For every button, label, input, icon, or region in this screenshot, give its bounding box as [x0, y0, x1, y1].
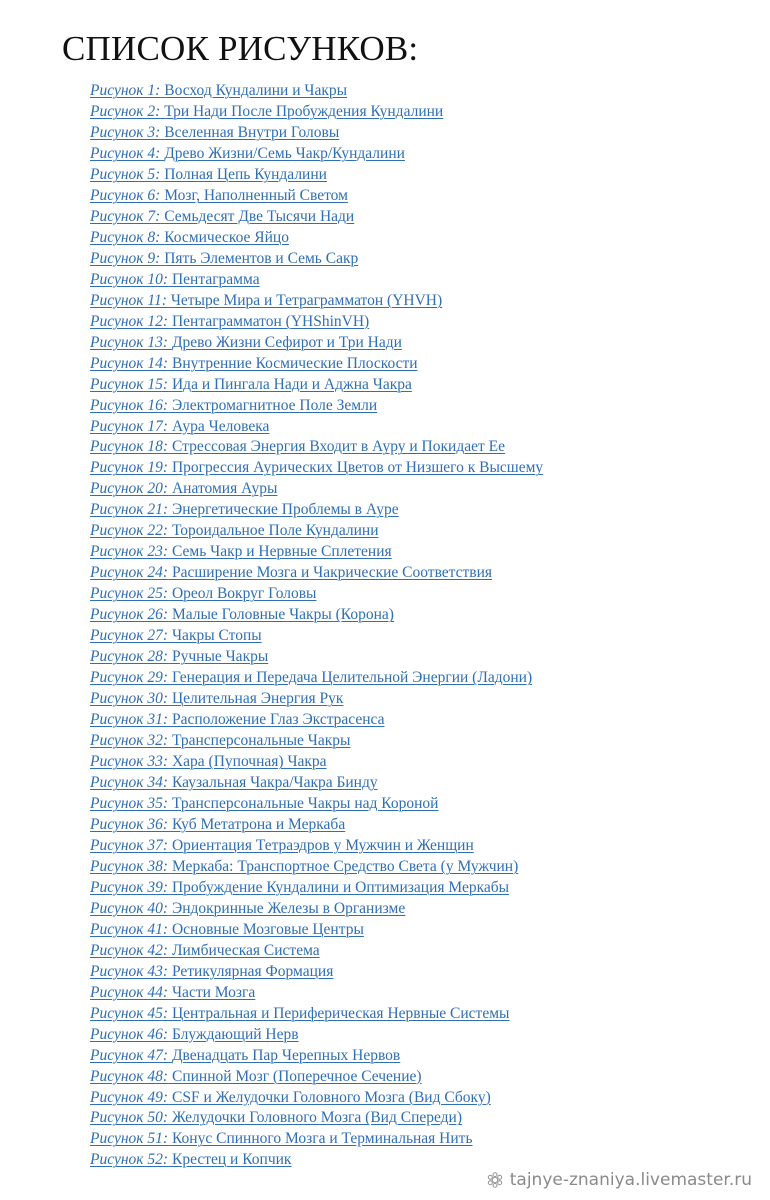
- page-title: СПИСОК РИСУНКОВ:: [62, 29, 419, 68]
- figure-number: Рисунок 5:: [90, 165, 161, 183]
- figure-title: Восход Кундалини и Чакры: [164, 82, 348, 99]
- figure-number: Рисунок 31:: [90, 711, 169, 729]
- figure-number: Рисунок 7:: [90, 207, 161, 225]
- figure-number: Рисунок 18:: [90, 438, 169, 456]
- figure-title: Расположение Глаз Экстрасенса: [171, 711, 385, 729]
- figure-link[interactable]: [90, 311, 543, 332]
- figure-number: Рисунок 39:: [90, 878, 169, 896]
- figure-title: Три Нади После Пробуждения Кундалини: [164, 102, 444, 120]
- figure-title: Полная Цепь Кундалини: [164, 165, 327, 183]
- figure-title: Хара (Пупочная) Чакра: [171, 753, 327, 770]
- figure-link[interactable]: [90, 814, 543, 835]
- figure-link[interactable]: [90, 520, 543, 541]
- figure-link[interactable]: [90, 835, 543, 856]
- figure-title: Электромагнитное Поле Земли: [171, 396, 378, 414]
- figure-title: Малые Головные Чакры (Корона): [171, 606, 394, 624]
- figure-number: Рисунок 9:: [90, 249, 161, 267]
- figure-link[interactable]: [90, 206, 543, 227]
- figure-link[interactable]: [90, 1128, 543, 1149]
- figure-number: Рисунок 49:: [90, 1088, 169, 1106]
- figure-number: Рисунок 25:: [90, 585, 169, 603]
- figure-number: Рисунок 50:: [90, 1109, 169, 1127]
- figure-number: Рисунок 40:: [90, 899, 169, 917]
- figure-title: Энергетические Проблемы в Ауре: [171, 501, 399, 519]
- watermark-text: tajnye-znaniya.livemaster.ru: [509, 1170, 752, 1190]
- figure-title: Меркаба: Транспортное Средство Света (у Мужчин): [171, 857, 519, 875]
- figure-number: Рисунок 23:: [90, 543, 169, 561]
- figure-link[interactable]: [90, 919, 543, 940]
- figure-title: Древо Жизни/Семь Чакр/Кундалини: [164, 144, 405, 162]
- figure-title: Семь Чакр и Нервные Сплетения: [171, 543, 392, 561]
- figure-link[interactable]: [90, 1003, 543, 1024]
- figure-number: Рисунок 27:: [90, 627, 169, 645]
- figure-link[interactable]: [90, 583, 543, 604]
- figure-title: Пробуждение Кундалини и Оптимизация Меркабы: [171, 878, 510, 896]
- figure-link[interactable]: [90, 625, 543, 646]
- figure-title: Пентаграмматон (YHShinVH): [171, 312, 370, 330]
- figure-link[interactable]: [90, 185, 543, 206]
- figure-link[interactable]: [90, 143, 543, 164]
- figure-number: Рисунок 52:: [90, 1151, 169, 1169]
- figure-number: Рисунок 11:: [90, 291, 167, 309]
- figure-title: Пять Элементов и Семь Сакр: [164, 249, 359, 267]
- figure-link[interactable]: [90, 793, 543, 814]
- figure-title: Трансперсональные Чакры: [171, 732, 351, 750]
- figure-number: Рисунок 28:: [90, 648, 169, 666]
- figure-number: Рисунок 33:: [90, 753, 169, 770]
- figure-link[interactable]: [90, 290, 543, 311]
- figure-title: Ида и Пингала Нади и Аджна Чакра: [171, 375, 412, 393]
- figure-link[interactable]: [90, 248, 543, 269]
- figure-title: Космическое Яйцо: [164, 228, 289, 246]
- livemaster-logo-icon: [486, 1171, 504, 1189]
- figure-title: Пентаграмма: [171, 270, 260, 288]
- figure-number: Рисунок 20:: [90, 480, 169, 498]
- figure-link[interactable]: [90, 395, 543, 416]
- figure-link[interactable]: [90, 709, 543, 730]
- figure-link[interactable]: [90, 353, 543, 374]
- figure-number: Рисунок 37:: [90, 836, 169, 854]
- figure-title: Древо Жизни Сефирот и Три Нади: [171, 333, 402, 351]
- figure-number: Рисунок 43:: [90, 962, 169, 980]
- figure-link[interactable]: [90, 982, 543, 1003]
- figure-number: Рисунок 44:: [90, 983, 169, 1001]
- figure-number: Рисунок 51:: [90, 1130, 169, 1148]
- figure-title: Мозг, Наполненный Светом: [164, 186, 348, 204]
- figure-link[interactable]: [90, 688, 543, 709]
- figure-number: Рисунок 15:: [90, 375, 169, 393]
- figure-title: Анатомия Ауры: [171, 480, 278, 498]
- figure-link[interactable]: [90, 436, 543, 457]
- figure-title: Желудочки Головного Мозга (Вид Спереди): [171, 1109, 463, 1127]
- figure-number: Рисунок 48:: [90, 1067, 169, 1085]
- figure-link[interactable]: [90, 562, 543, 583]
- figure-title: Центральная и Периферическая Нервные Системы: [171, 1004, 510, 1022]
- figure-number: Рисунок 13:: [90, 333, 169, 351]
- figure-number: Рисунок 32:: [90, 732, 169, 750]
- figure-link[interactable]: [90, 1045, 543, 1066]
- figure-link[interactable]: [90, 646, 543, 667]
- figure-link[interactable]: [90, 80, 543, 101]
- figure-title: Спинной Мозг (Поперечное Сечение): [171, 1067, 422, 1085]
- figure-title: Ориентация Тетраэдров у Мужчин и Женщин: [171, 836, 474, 854]
- figure-title: Эндокринные Железы в Организме: [171, 899, 406, 917]
- figure-title: Ретикулярная Формация: [171, 962, 334, 980]
- figure-title: Стрессовая Энергия Входит в Ауру и Покидает Ее: [171, 438, 505, 456]
- figure-number: Рисунок 2:: [90, 102, 161, 120]
- figure-link[interactable]: [90, 772, 543, 793]
- figure-number: Рисунок 29:: [90, 669, 169, 687]
- figure-link[interactable]: [90, 541, 543, 562]
- figure-link[interactable]: [90, 1066, 543, 1087]
- figure-number: Рисунок 1:: [90, 82, 161, 99]
- figure-link[interactable]: [90, 332, 543, 353]
- figure-number: Рисунок 38:: [90, 857, 169, 875]
- figure-number: Рисунок 8:: [90, 228, 161, 246]
- figure-link[interactable]: [90, 1087, 543, 1108]
- figure-number: Рисунок 3:: [90, 123, 161, 141]
- figure-title: Тороидальное Поле Кундалини: [171, 522, 379, 540]
- figure-title: Прогрессия Аурических Цветов от Низшего к Высшему: [171, 459, 544, 477]
- figure-link[interactable]: [90, 122, 543, 143]
- figure-number: Рисунок 22:: [90, 522, 169, 540]
- figure-number: Рисунок 6:: [90, 186, 161, 204]
- figure-link[interactable]: [90, 416, 543, 437]
- figure-title: Чакры Стопы: [171, 627, 262, 645]
- figure-list: [90, 80, 543, 1170]
- figure-link[interactable]: [90, 269, 543, 290]
- figure-number: Рисунок 47:: [90, 1046, 169, 1064]
- figure-link[interactable]: [90, 961, 543, 982]
- figure-title: Аура Человека: [171, 417, 270, 435]
- figure-title: Части Мозга: [171, 983, 256, 1001]
- figure-link[interactable]: [90, 457, 543, 478]
- watermark: [486, 1170, 752, 1190]
- figure-title: Конус Спинного Мозга и Терминальная Нить: [171, 1130, 473, 1148]
- figure-link[interactable]: [90, 1149, 543, 1170]
- figure-number: Рисунок 21:: [90, 501, 169, 519]
- figure-title: Двенадцать Пар Черепных Нервов: [171, 1046, 401, 1064]
- figure-title: Вселенная Внутри Головы: [164, 123, 340, 141]
- figure-number: Рисунок 45:: [90, 1004, 169, 1022]
- figure-number: Рисунок 46:: [90, 1025, 169, 1043]
- figure-link[interactable]: [90, 898, 543, 919]
- figure-title: Четыре Мира и Тетраграмматон (YHVH): [170, 291, 443, 309]
- figure-title: Лимбическая Система: [171, 941, 320, 959]
- figure-title: Крестец и Копчик: [171, 1151, 292, 1169]
- figure-number: Рисунок 42:: [90, 941, 169, 959]
- figure-link[interactable]: [90, 227, 543, 248]
- figure-number: Рисунок 17:: [90, 417, 169, 435]
- figure-link[interactable]: [90, 940, 543, 961]
- figure-link[interactable]: [90, 478, 543, 499]
- figure-link[interactable]: [90, 730, 543, 751]
- figure-number: Рисунок 41:: [90, 920, 169, 938]
- figure-link[interactable]: [90, 101, 543, 122]
- figure-number: Рисунок 16:: [90, 396, 169, 414]
- figure-number: Рисунок 4:: [90, 144, 161, 162]
- figure-number: Рисунок 26:: [90, 606, 169, 624]
- figure-number: Рисунок 12:: [90, 312, 169, 330]
- figure-link[interactable]: [90, 374, 543, 395]
- figure-link[interactable]: [90, 604, 543, 625]
- figure-title: Блуждающий Нерв: [171, 1025, 299, 1043]
- figure-title: Каузальная Чакра/Чакра Бинду: [171, 773, 378, 791]
- figure-title: Ручные Чакры: [171, 648, 269, 666]
- figure-title: Ореол Вокруг Головы: [171, 585, 317, 603]
- figure-title: Целительная Энергия Рук: [171, 690, 344, 708]
- figure-link[interactable]: [90, 1024, 543, 1045]
- figure-title: Куб Метатрона и Меркаба: [171, 815, 346, 833]
- figure-title: Семьдесят Две Тысячи Нади: [164, 207, 355, 225]
- figure-title: Внутренние Космические Плоскости: [171, 354, 418, 372]
- figure-link[interactable]: [90, 751, 543, 772]
- figure-number: Рисунок 14:: [90, 354, 169, 372]
- figure-title: Трансперсональные Чакры над Короной: [171, 794, 439, 812]
- figure-title: Основные Мозговые Центры: [171, 920, 364, 938]
- figure-title: CSF и Желудочки Головного Мозга (Вид Сбоку): [171, 1088, 491, 1106]
- figure-link[interactable]: [90, 499, 543, 520]
- figure-link[interactable]: [90, 856, 543, 877]
- figure-number: Рисунок 19:: [90, 459, 169, 477]
- figure-number: Рисунок 35:: [90, 794, 169, 812]
- figure-number: Рисунок 24:: [90, 564, 169, 582]
- figure-number: Рисунок 36:: [90, 815, 169, 833]
- figure-link[interactable]: [90, 164, 543, 185]
- figure-number: Рисунок 34:: [90, 773, 169, 791]
- figure-title: Расширение Мозга и Чакрические Соответствия: [171, 564, 493, 582]
- figure-title: Генерация и Передача Целительной Энергии (Ладони): [171, 669, 533, 687]
- figure-number: Рисунок 30:: [90, 690, 169, 708]
- figure-link[interactable]: [90, 667, 543, 688]
- figure-link[interactable]: [90, 877, 543, 898]
- figure-link[interactable]: [90, 1107, 543, 1128]
- figure-number: Рисунок 10:: [90, 270, 169, 288]
